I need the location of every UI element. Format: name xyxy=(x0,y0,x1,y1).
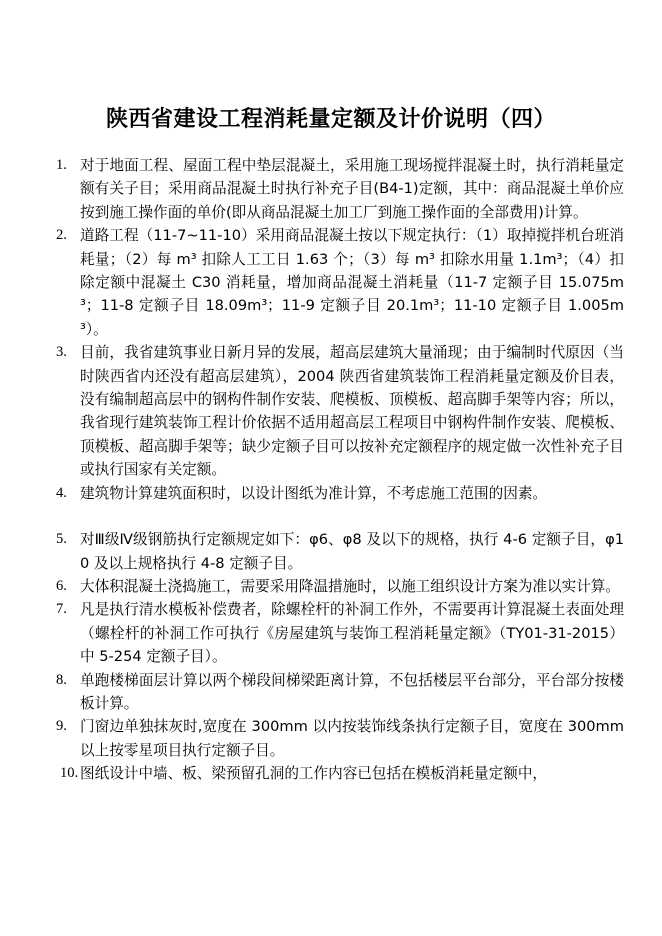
list-item-3 xyxy=(56,341,624,481)
item-number: 8. xyxy=(56,671,67,688)
item-number: 9. xyxy=(56,718,67,735)
item-number: 1. xyxy=(56,157,67,173)
list-item-6 xyxy=(56,575,624,598)
list-item-1 xyxy=(56,154,624,224)
item-text: 建筑物计算建筑面积时，以设计图纸为准计算，不考虑施工范围的因素。 xyxy=(80,484,548,502)
item-number: 2. xyxy=(56,227,67,244)
list-item-7 xyxy=(56,598,624,668)
item-text: 目前，我省建筑事业日新月异的发展，超高层建筑大量涌现；由于编制时代原因（当时陕西省内还没有超高层建筑），2004 陕西省建筑装饰工程消耗量定额及价目表，没有编制超高层中的钢构件制作安装、爬模板、顶模板、超高脚手架等内容；所以，我省现行建筑装饰工程计价依据不适用超高层工程项目中钢构件制作安装、爬模板、顶模板、超高脚手架等；缺少定额子目可以按补充定额程序的规定做一次性补充子目或执行国家有关定额。 xyxy=(80,344,624,479)
regulation-list xyxy=(56,154,624,786)
item-number: 4. xyxy=(56,484,67,501)
item-text: 对于地面工程、屋面工程中垫层混凝土，采用施工现场搅拌混凝土时，执行消耗量定额有关子目；采用商品混凝土时执行补充子目(B4-1)定额，其中：商品混凝土单价应按到施工操作面的单价(即从商品混凝土加工厂到施工操作面的全部费用)计算。 xyxy=(80,157,624,221)
item-text: 门窗边单独抹灰时,宽度在 300mm 以内按装饰线条执行定额子目，宽度在 300mm 以上按零星项目执行定额子目。 xyxy=(80,718,624,759)
list-item-4 xyxy=(56,482,624,505)
item-text: 对Ⅲ级Ⅳ级钢筋执行定额规定如下：φ6、φ8 及以下的规格，执行 4-6 定额子目，φ10 及以上规格执行 4-8 定额子目。 xyxy=(80,531,624,572)
item-number: 5. xyxy=(56,531,67,548)
list-item-5 xyxy=(56,528,624,575)
item-text: 凡是执行清水模板补偿费者，除螺栓杆的补洞工作外，不需要再计算混凝土表面处理（螺栓杆的补洞工作可执行《房屋建筑与装饰工程消耗量定额》（TY01-31-2015）中 5-254 定额子目）。 xyxy=(80,601,624,666)
item-number: 3. xyxy=(56,344,67,361)
item-text: 大体积混凝土浇捣施工，需要采用降温措施时，以施工组织设计方案为准以实计算。 xyxy=(80,577,620,595)
list-item-8 xyxy=(56,669,624,716)
item-number: 7. xyxy=(56,601,67,618)
list-item-2 xyxy=(56,224,624,341)
list-item-10 xyxy=(56,762,624,785)
item-text: 单跑楼梯面层计算以两个梯段间梯梁距离计算，不包括楼层平台部分，平台部分按楼板计算。 xyxy=(80,671,624,712)
item-text: 道路工程（11-7~11-10）采用商品混凝土按以下规定执行：（1）取掉搅拌机台班消耗量；（2）每 m³ 扣除人工工日 1.63 个；（3）每 m³ 扣除水用量 1.1m³；（4）扣除定额中混凝土 C30 消耗量，增加商品混凝土消耗量（11-7 定额子目 15.075m³；11-8 定额子目 18.09m³；11-9 定额子目 20.1m³；11-10 定额子目 1.005m³）。 xyxy=(80,227,624,338)
item-number: 10. xyxy=(60,765,79,782)
item-text: 图纸设计中墙、板、梁预留孔洞的工作内容已包括在模板消耗量定额中， xyxy=(80,765,548,783)
list-item-9 xyxy=(56,715,624,762)
item-number: 6. xyxy=(56,577,67,594)
document-title: 陕西省建设工程消耗量定额及计价说明（四） xyxy=(105,107,556,132)
